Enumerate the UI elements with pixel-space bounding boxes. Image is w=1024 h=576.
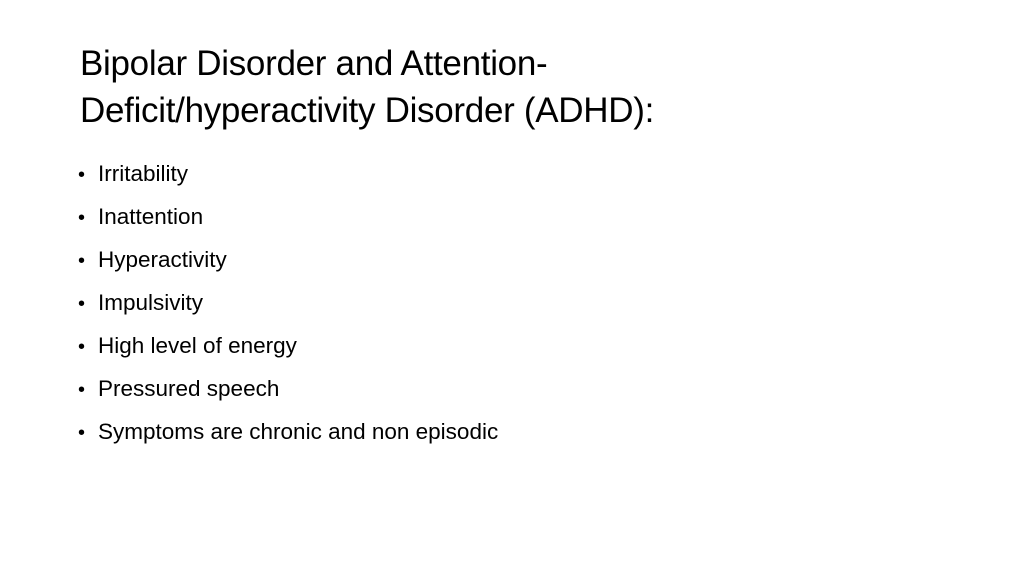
- bullet-icon: •: [78, 164, 86, 186]
- bullet-item-pressured-speech: [78, 367, 498, 410]
- bullet-text: Irritability: [98, 161, 189, 186]
- bullet-text: Pressured speech: [98, 376, 280, 401]
- bullet-list: [78, 152, 498, 453]
- slide-title: [80, 40, 960, 134]
- bullet-item-irritability: [78, 152, 498, 195]
- bullet-icon: •: [78, 422, 86, 444]
- bullet-text: Inattention: [98, 204, 204, 229]
- bullet-text: Symptoms are chronic and non episodic: [98, 419, 499, 444]
- bullet-text: Impulsivity: [98, 290, 204, 315]
- bullet-icon: •: [78, 293, 86, 315]
- bullet-item-impulsivity: [78, 281, 498, 324]
- bullet-icon: •: [78, 336, 86, 358]
- slide-title-line-1: Bipolar Disorder and Attention-: [80, 44, 548, 83]
- bullet-text: Hyperactivity: [98, 247, 227, 272]
- bullet-text: High level of energy: [98, 333, 297, 358]
- bullet-item-high-energy: [78, 324, 498, 367]
- bullet-icon: •: [78, 207, 86, 229]
- bullet-item-inattention: [78, 195, 498, 238]
- bullet-icon: •: [78, 250, 86, 272]
- bullet-icon: •: [78, 379, 86, 401]
- slide-title-line-2: Deficit/hyperactivity Disorder (ADHD):: [80, 91, 654, 130]
- bullet-item-chronic-symptoms: [78, 410, 498, 453]
- bullet-item-hyperactivity: [78, 238, 498, 281]
